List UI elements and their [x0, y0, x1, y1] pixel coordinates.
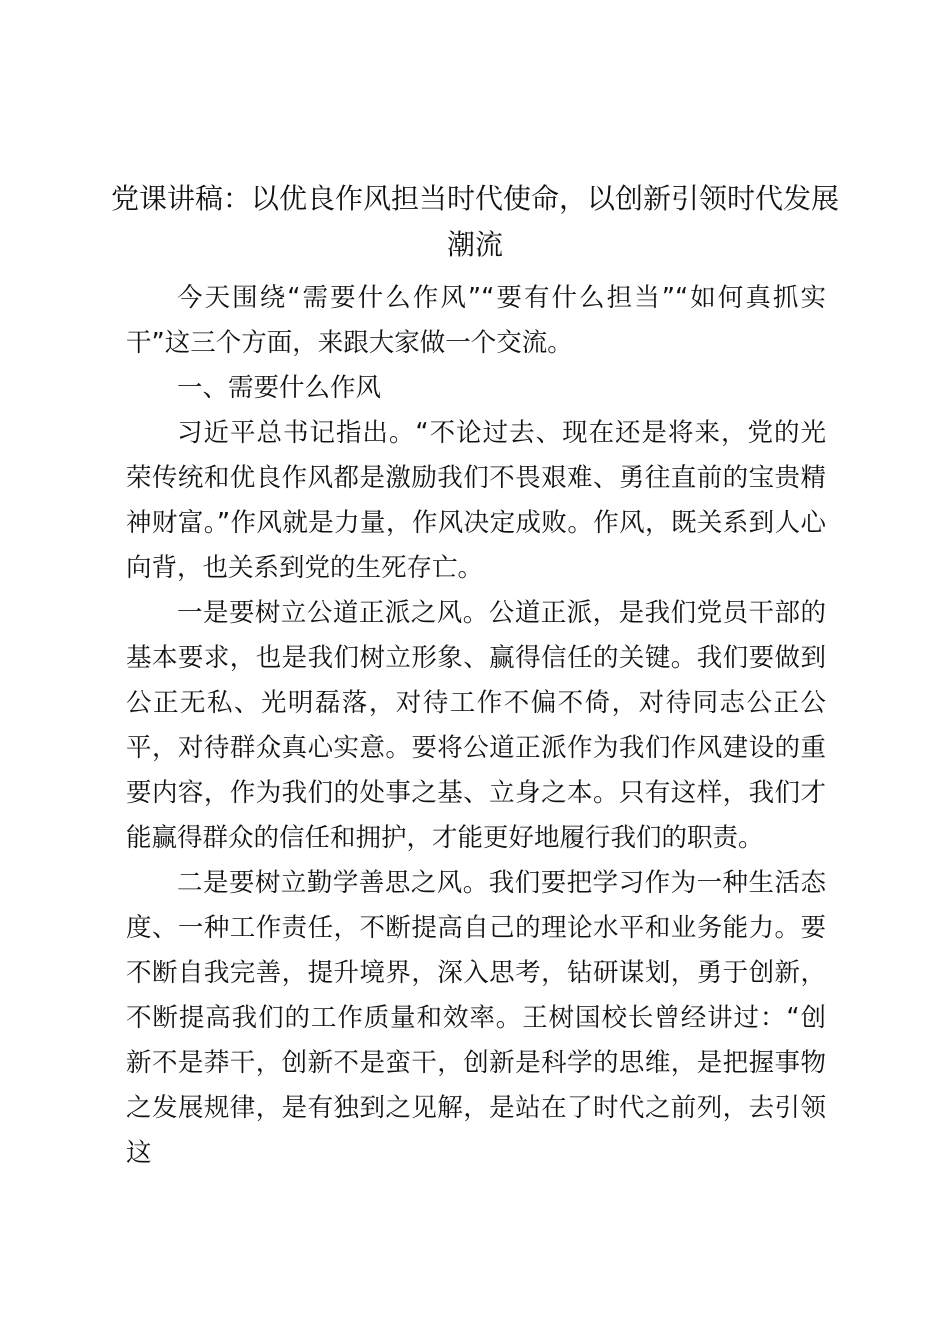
point-one-paragraph: 一是要树立公道正派之风。公道正派，是我们党员干部的基本要求，也是我们树立形象、赢得信任的关键。我们要做到公正无私、光明磊落，对待工作不偏不倚，对待同志公正公平，对待群众真心实意。要将公道正派作为我们作风建设的重要内容，作为我们的处事之基、立身之本。只有这样，我们才能赢得群众的信任和拥护，才能更好地履行我们的职责。 — [126, 598, 826, 853]
section-heading: 一、需要什么作风 — [177, 373, 382, 403]
document-body — [126, 276, 826, 1176]
document-title: 党课讲稿：以优良作风担当时代使命，以创新引领时代发展潮流 — [110, 182, 839, 261]
quote-paragraph: 习近平总书记指出。“不论过去、现在还是将来，党的光荣传统和优良作风都是激励我们不畏艰难、勇往直前的宝贵精神财富。”作风就是力量，作风决定成败。作风，既关系到人心向背，也关系到党的生死存亡。 — [126, 418, 826, 583]
point-two-paragraph: 二是要树立勤学善思之风。我们要把学习作为一种生活态度、一种工作责任，不断提高自己的理论水平和业务能力。要不断自我完善，提升境界，深入思考，钻研谋划，勇于创新，不断提高我们的工作质量和效率。王树国校长曾经讲过：“创新不是莽干，创新不是蛮干，创新是科学的思维，是把握事物之发展规律，是有独到之见解，是站在了时代之前列，去引领这 — [126, 868, 826, 1168]
intro-paragraph: 今天围绕“需要什么作风”“要有什么担当”“如何真抓实干”这三个方面，来跟大家做一个交流。 — [126, 283, 826, 358]
